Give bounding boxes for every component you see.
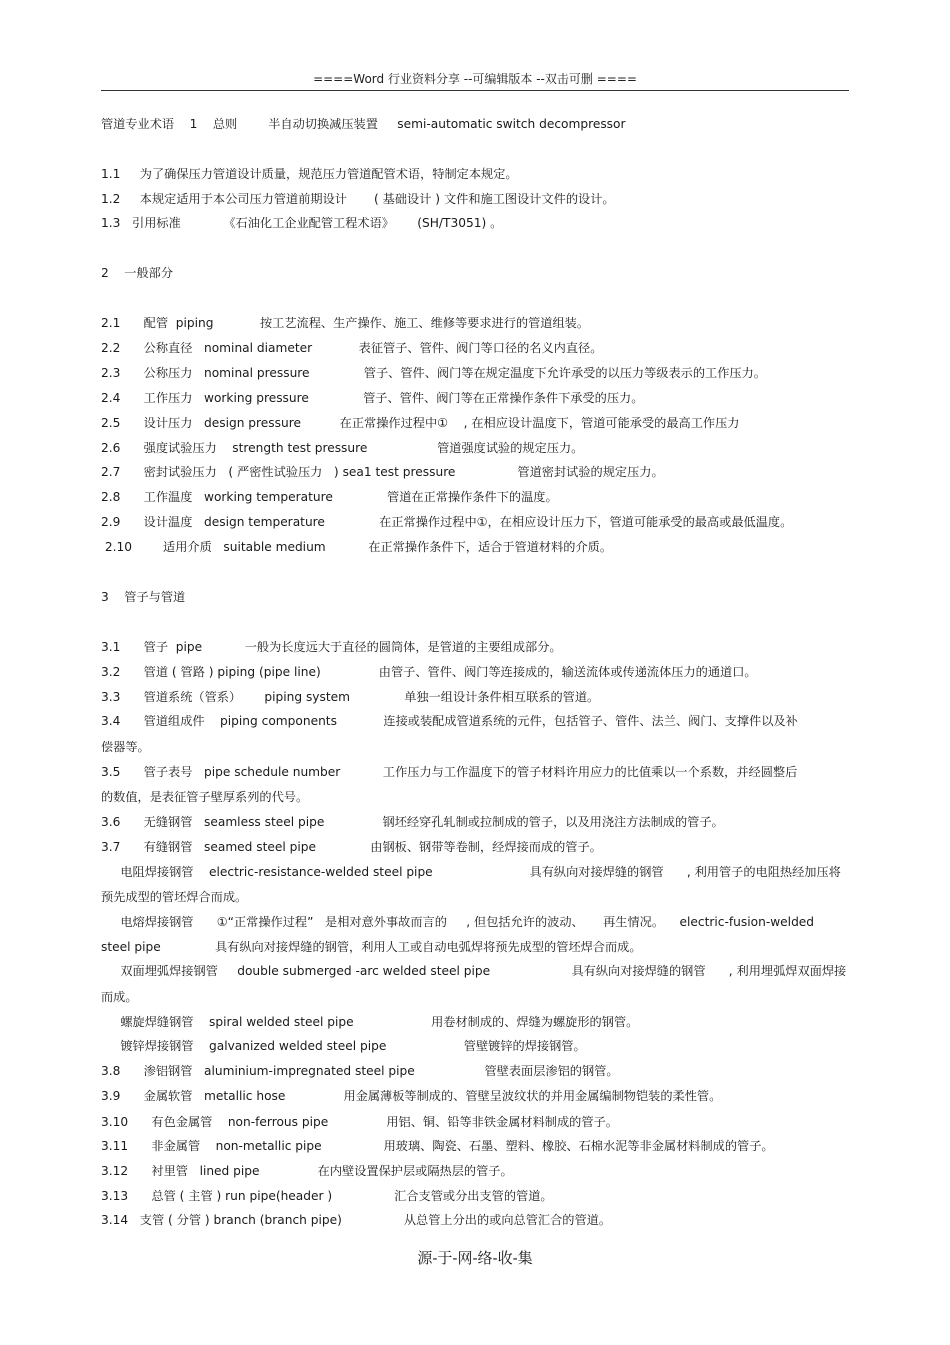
doc-line: 电熔焊接钢管 ①“正常操作过程” 是相对意外事故而言的 , 但包括允许的波动、 再生情况。 electric-fusion-welded [101,915,815,929]
section-heading: 3 管子与管道 [101,590,186,604]
doc-line: 双面埋弧焊接钢管 double submerged -arc welded steel pipe 具有纵向对接焊缝的钢管 , 利用埋弧焊双面焊接 [101,964,847,978]
doc-line: 3.5 管子表号 pipe schedule number 工作压力与工作温度下的管子材料许用应力的比值乘以一个系数，并经圆整后 [101,765,798,779]
doc-line: 2.1 配管 piping 按工艺流程、生产操作、施工、维修等要求进行的管道组装。 [101,316,590,330]
doc-line: 2.5 设计压力 design pressure 在正常操作过程中① , 在相应设计温度下，管道可能承受的最高工作压力 [101,416,740,430]
doc-line: 1.1 为了确保压力管道设计质量，规范压力管道配管术语，特制定本规定。 [101,167,518,181]
doc-line: 3.8 渗铝钢管 aluminium-impregnated steel pipe 管壁表面层渗铝的钢管。 [101,1064,619,1078]
doc-line: 1.3 引用标准 《石油化工企业配管工程术语》 (SH/T3051) 。 [101,216,503,230]
doc-line: 2.6 强度试验压力 strength test pressure 管道强度试验的规定压力。 [101,441,584,455]
doc-line: 而成。 [101,990,138,1004]
doc-line: 2.4 工作压力 working pressure 管子、管件、阀门等在正常操作条件下承受的压力。 [101,391,644,405]
doc-line: 3.11 非金属管 non-metallic pipe 用玻璃、陶瓷、石墨、塑料、橡胶、石棉水泥等非金属材料制成的管子。 [101,1139,774,1153]
doc-line: 3.12 衬里管 lined pipe 在内壁设置保护层或隔热层的管子。 [101,1164,513,1178]
doc-line: 2.9 设计温度 design temperature 在正常操作过程中①，在相应设计压力下，管道可能承受的最高或最低温度。 [101,515,793,529]
doc-line: 镀锌焊接钢管 galvanized welded steel pipe 管壁镀锌的焊接钢管。 [101,1039,586,1053]
doc-line: 3.6 无缝钢管 seamless steel pipe 钢坯经穿孔轧制或拉制成的管子，以及用浇注方法制成的管子。 [101,815,724,829]
page-header: ====Word 行业资料分享 --可编辑版本 --双击可删 ==== [313,72,637,86]
doc-line: 电阻焊接钢管 electric-resistance-welded steel pipe 具有纵向对接焊缝的钢管 , 利用管子的电阻热经加压将 [101,865,841,879]
doc-line: 3.14 支管 ( 分管 ) branch (branch pipe) 从总管上分出的或向总管汇合的管道。 [101,1213,612,1227]
doc-line: 2.10 适用介质 suitable medium 在正常操作条件下，适合于管道材料的介质。 [101,540,613,554]
doc-line: 2.7 密封试验压力 ( 严密性试验压力 ) sea1 test pressure 管道密封试验的规定压力。 [101,465,664,479]
doc-line: 2.8 工作温度 working temperature 管道在正常操作条件下的温度。 [101,490,558,504]
doc-line: 2.2 公称直径 nominal diameter 表征管子、管件、阀门等口径的名义内直径。 [101,341,603,355]
doc-line: 3.2 管道 ( 管路 ) piping (pipe line) 由管子、管件、阀门等连接成的，输送流体或传递流体压力的通道口。 [101,665,757,679]
doc-line: 管道专业术语 1 总则 半自动切换减压装置 semi-automatic switch decompressor [101,117,626,131]
page-footer: 源-于-网-络-收-集 [417,1249,533,1267]
header-divider [101,90,849,91]
doc-line: 3.9 金属软管 metallic hose 用金属薄板等制成的、管壁呈波纹状的并用金属编制物铠装的柔性管。 [101,1089,722,1103]
doc-line: 3.3 管道系统（管系） piping system 单独一组设计条件相互联系的管道。 [101,690,600,704]
doc-line: 1.2 本规定适用于本公司压力管道前期设计 ( 基础设计 ) 文件和施工图设计文件的设计。 [101,192,615,206]
doc-line: 3.4 管道组成件 piping components 连接或装配成管道系统的元件，包括管子、管件、法兰、阀门、支撑件以及补 [101,714,798,728]
doc-line: 3.1 管子 pipe 一般为长度远大于直径的圆筒体，是管道的主要组成部分。 [101,640,562,654]
doc-line: 螺旋焊缝钢管 spiral welded steel pipe 用卷材制成的、焊缝为螺旋形的钢管。 [101,1015,639,1029]
doc-line: 预先成型的管坯焊合而成。 [101,890,248,904]
doc-line: 2.3 公称压力 nominal pressure 管子、管件、阀门等在规定温度下允许承受的以压力等级表示的工作压力。 [101,366,766,380]
doc-line: 3.13 总管 ( 主管 ) run pipe(header ) 汇合支管或分出支管的管道。 [101,1189,553,1203]
doc-line: 3.7 有缝钢管 seamed steel pipe 由钢板、钢带等卷制，经焊接而成的管子。 [101,840,602,854]
section-heading: 2 一般部分 [101,266,174,280]
doc-line: 的数值，是表征管子壁厚系列的代号。 [101,790,309,804]
doc-line: 3.10 有色金属管 non-ferrous pipe 用铝、铜、铅等非铁金属材料制成的管子。 [101,1115,618,1129]
doc-line: steel pipe 具有纵向对接焊缝的钢管，利用人工或自动电弧焊将预先成型的管坯焊合而成。 [101,940,642,954]
doc-line: 偿器等。 [101,740,150,754]
